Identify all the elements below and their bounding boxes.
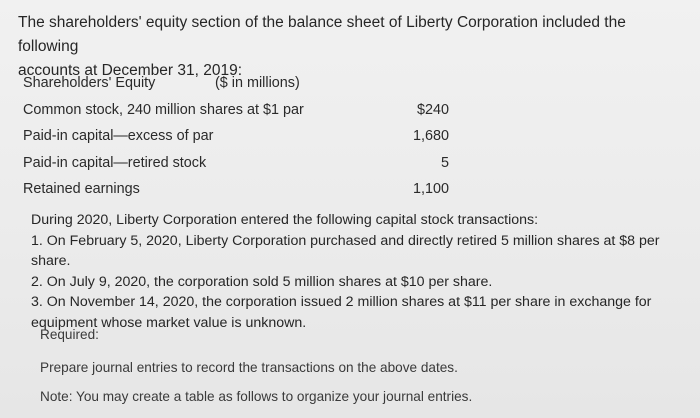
transactions-list bbox=[31, 231, 696, 334]
equity-table bbox=[23, 70, 453, 203]
required-note: Note: You may create a table as follows to organize your journal entries. bbox=[40, 389, 473, 404]
equity-row-label: Paid-in capital—retired stock bbox=[23, 154, 207, 171]
equity-row-amount: 1,680 bbox=[412, 128, 449, 144]
transaction-item: 2. On July 9, 2020, the corporation sold 5 million shares at $10 per share. bbox=[31, 273, 493, 290]
equity-row-label: Paid-in capital—excess of par bbox=[23, 128, 214, 144]
transactions-section bbox=[31, 210, 696, 333]
equity-header: Shareholders' Equity bbox=[23, 75, 156, 91]
transaction-item: 1. On February 5, 2020, Liberty Corporation purchased and directly retired 5 million shares at $8 per share. bbox=[31, 232, 660, 269]
equity-row bbox=[23, 97, 453, 124]
equity-row bbox=[23, 123, 453, 150]
intro-line-1: The shareholders' equity section of the balance sheet of Liberty Corporation included the following bbox=[18, 14, 626, 55]
equity-row bbox=[23, 176, 453, 203]
equity-header-row bbox=[23, 70, 453, 97]
equity-row bbox=[23, 150, 453, 177]
equity-row-label: Common stock, 240 million shares at $1 par bbox=[23, 101, 304, 118]
transaction-item: equipment whose market value is unknown. bbox=[31, 314, 307, 331]
required-instruction: Prepare journal entries to record the transactions on the above dates. bbox=[40, 360, 458, 375]
equity-row-amount: 1,100 bbox=[412, 181, 449, 197]
equity-row-label: Retained earnings bbox=[23, 181, 140, 197]
equity-units: ($ in millions) bbox=[215, 75, 300, 91]
equity-row-amount: $240 bbox=[416, 101, 449, 118]
transactions-intro: During 2020, Liberty Corporation entered the following capital stock transactions: bbox=[31, 212, 539, 228]
transaction-item: 3. On November 14, 2020, the corporation issued 2 million shares at $11 per share in exchange for bbox=[31, 294, 652, 310]
intro-line-2: accounts at December 31, 2019: bbox=[18, 62, 243, 79]
required-heading: Required: bbox=[40, 327, 99, 342]
equity-row-amount: 5 bbox=[440, 154, 449, 171]
